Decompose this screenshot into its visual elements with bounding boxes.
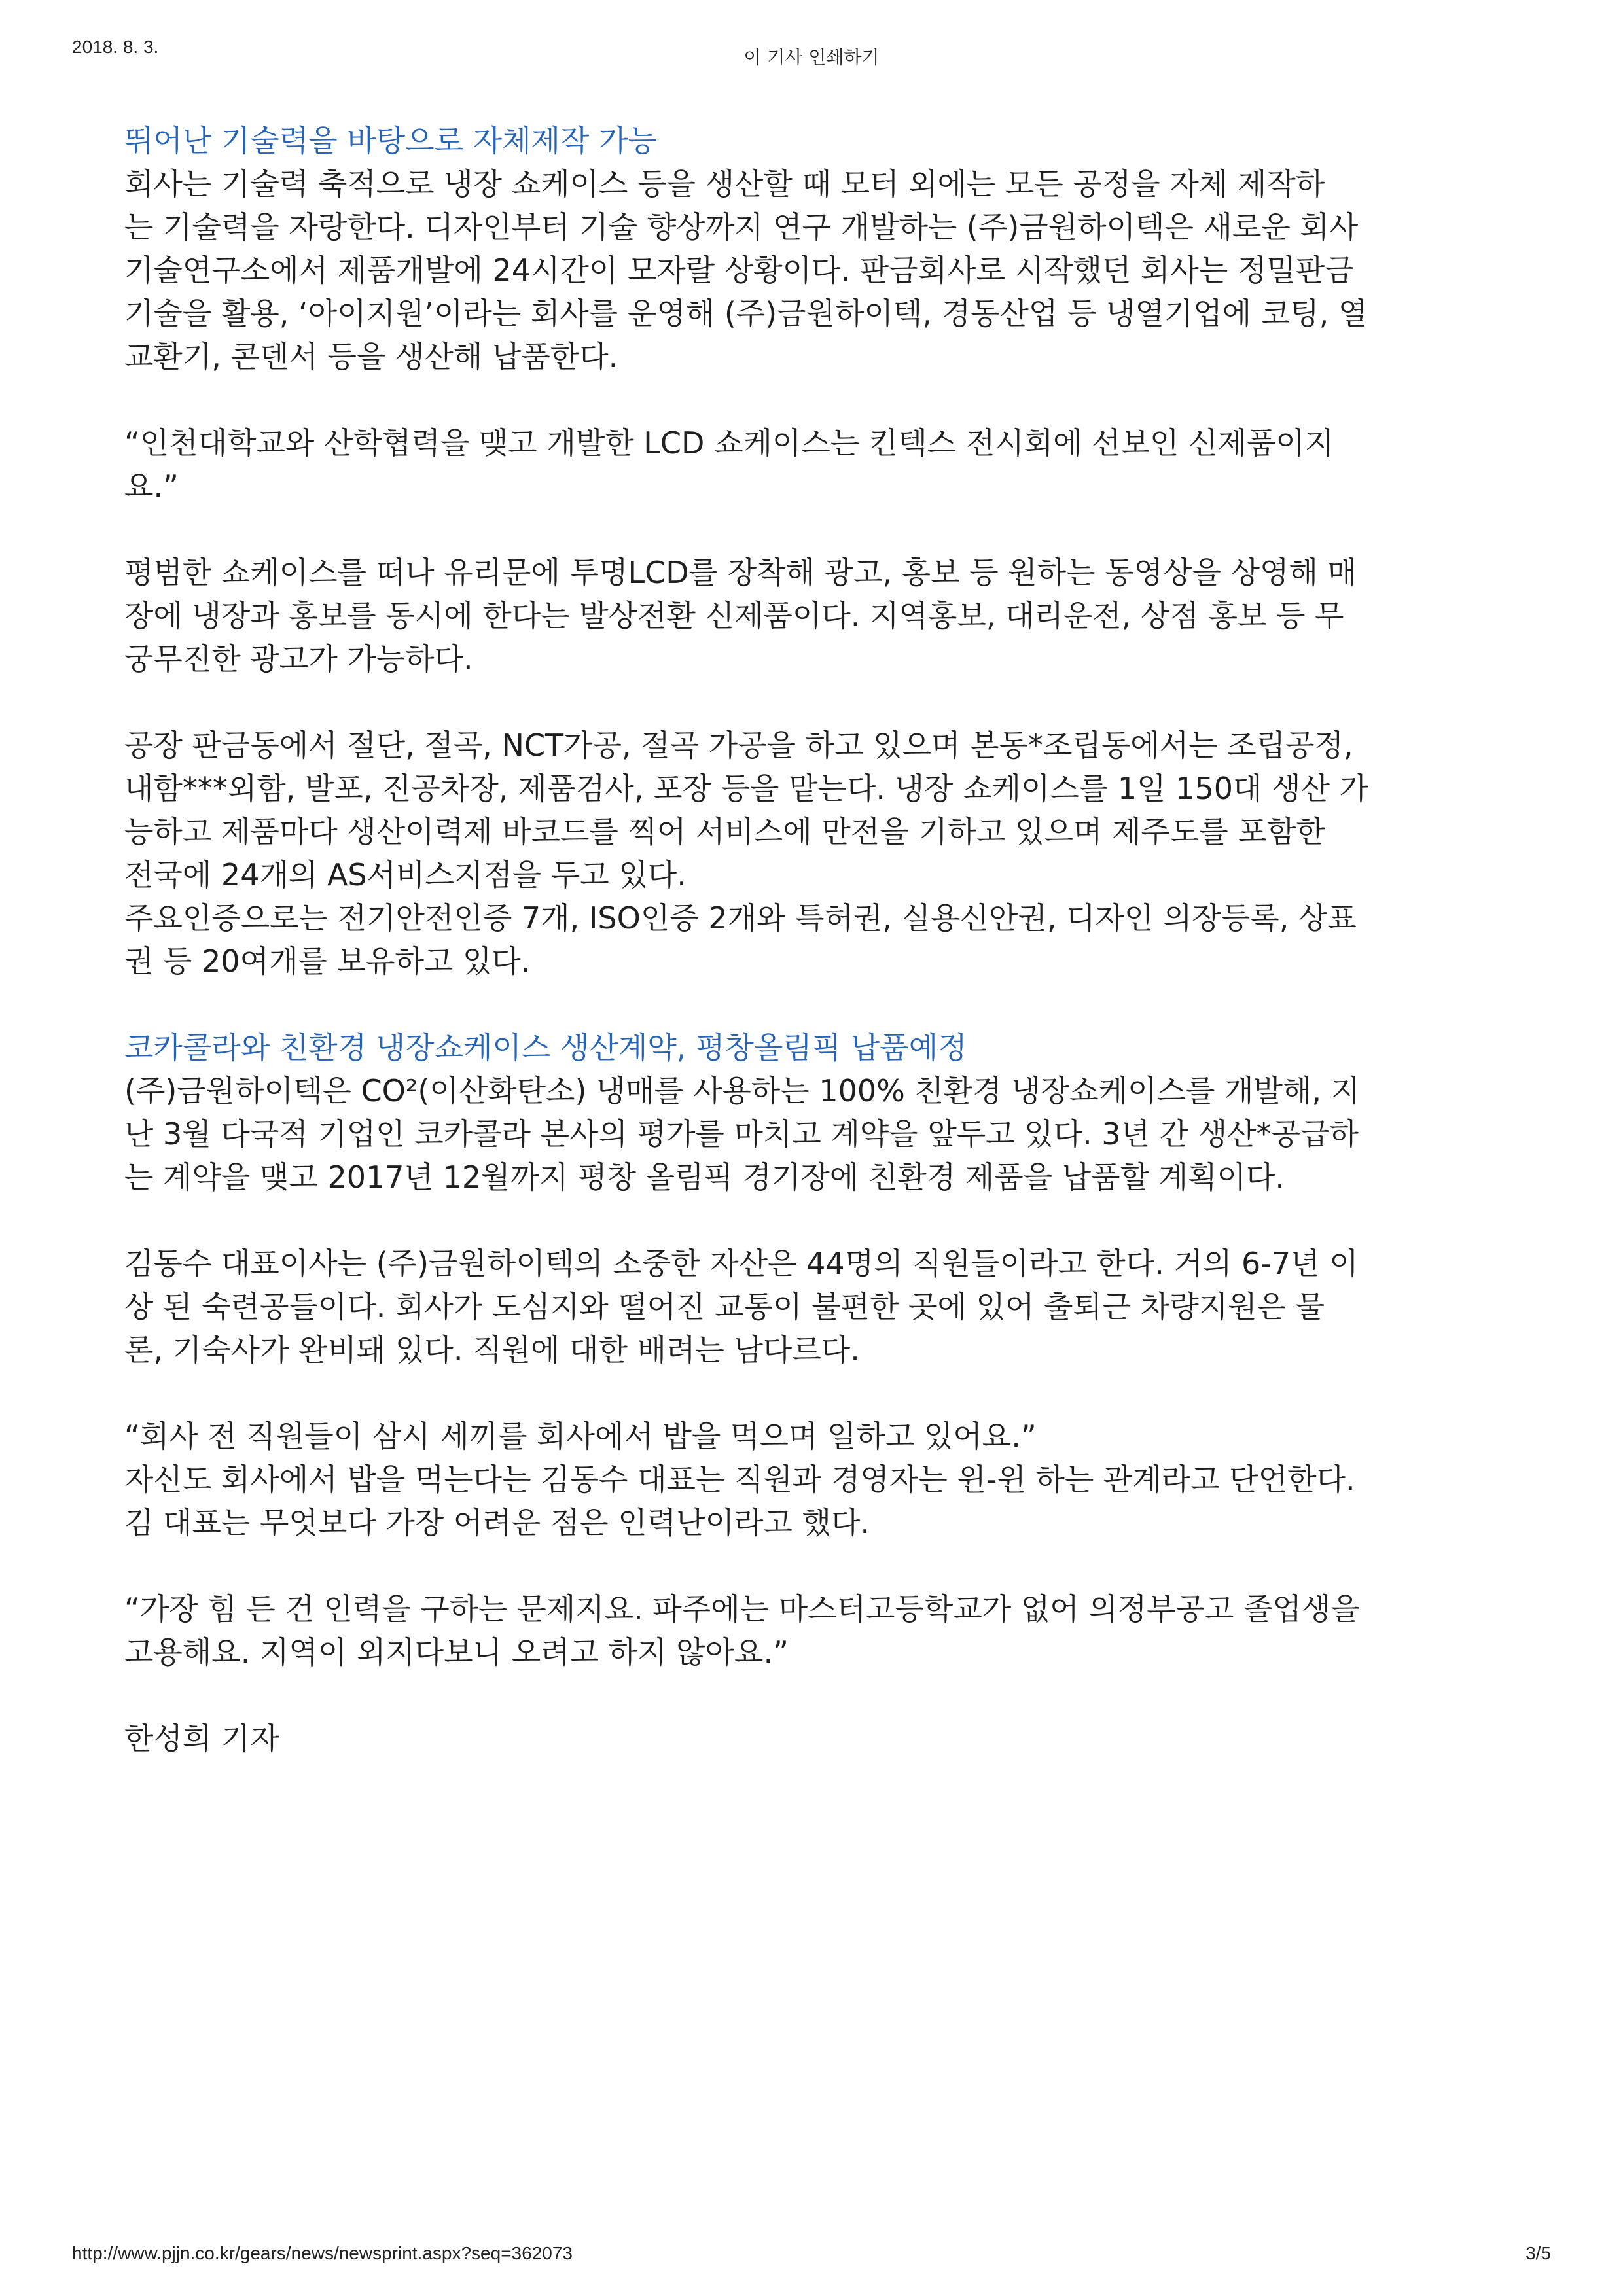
article-paragraph: 평범한 쇼케이스를 떠나 유리문에 투명LCD를 장착해 광고, 홍보 등 원하는 동영상을 상영해 매 장에 냉장과 홍보를 동시에 한다는 발상전환 신제품이다. 지역홍보, 대리운전, 상점 홍보 등 무 궁무진한 광고가 가능하다. [124, 555, 1357, 677]
article-paragraph: 자신도 회사에서 밥을 먹는다는 김동수 대표는 직원과 경영자는 윈-윈 하는 관계라고 단언한다. 김 대표는 무엇보다 가장 어려운 점은 인력난이라고 했다. [124, 1462, 1355, 1540]
article-paragraph: “인천대학교와 산학협력을 맺고 개발한 LCD 쇼케이스는 킨텍스 전시회에 선보인 신제품이지 요.” [124, 425, 1334, 504]
article-paragraph: 김동수 대표이사는 (주)금원하이텍의 소중한 자산은 44명의 직원들이라고 한다. 거의 6-7년 이 상 된 숙련공들이다. 회사가 도심지와 떨어진 교통이 불편한 곳에 있어 출퇴근 차량지원은 물 론, 기숙사가 완비돼 있다. 직원에 대한 배려는 남다르다. [124, 1246, 1359, 1368]
print-title: 이 기사 인쇄하기 [743, 46, 880, 68]
article-paragraph: 주요인증으로는 전기안전인증 7개, ISO인증 2개와 특허권, 실용신안권, 디자인 의장등록, 상표 권 등 20여개를 보유하고 있다. [124, 900, 1357, 979]
reporter-byline: 한성희 기자 [124, 1721, 279, 1756]
print-url: http://www.pjjn.co.kr/gears/news/newsprint.aspx?seq=362073 [72, 2243, 573, 2263]
article-body [124, 119, 1512, 1803]
print-date: 2018. 8. 3. [72, 37, 159, 57]
article-paragraph: “가장 힘 든 건 인력을 구하는 문제지요. 파주에는 마스터고등학교가 없어 의정부공고 졸업생을 고용해요. 지역이 외지다보니 오려고 하지 않아요.” [124, 1591, 1360, 1670]
article-paragraph: 회사는 기술력 축적으로 냉장 쇼케이스 등을 생산할 때 모터 외에는 모든 공정을 자체 제작하 는 기술력을 자랑한다. 디자인부터 기술 향상까지 연구 개발하는 (주)금원하이텍은 새로운 회사 기술연구소에서 제품개발에 24시간이 모자랄 상황이다. 판금회사로 시작했던 회사는 정밀판금 기술을 활용, ‘아이지원’이라는 회사를 운영해 (주)금원하이텍, 경동산업 등 냉열기업에 코팅, 열 교환기, 콘덴서 등을 생산해 납품한다. [124, 166, 1368, 374]
article-paragraph: 공장 판금동에서 절단, 절곡, NCT가공, 절곡 가공을 하고 있으며 본동*조립동에서는 조립공정, 내함***외함, 발포, 진공차장, 제품검사, 포장 등을 맡는다. 냉장 쇼케이스를 1일 150대 생산 가 능하고 제품마다 생산이력제 바코드를 찍어 서비스에 만전을 기하고 있으며 제주도를 포함한 전국에 24개의 AS서비스지점을 두고 있다. [124, 728, 1369, 892]
article-paragraph: “회사 전 직원들이 삼시 세끼를 회사에서 밥을 먹으며 일하고 있어요.” [124, 1419, 1037, 1454]
section-subhead: 코카콜라와 친환경 냉장쇼케이스 생산계약, 평창올림픽 납품예정 [124, 1030, 967, 1065]
page-number: 3/5 [1525, 2243, 1551, 2263]
article-paragraph: (주)금원하이텍은 CO²(이산화탄소) 냉매를 사용하는 100% 친환경 냉장쇼케이스를 개발해, 지 난 3월 다국적 기업인 코카콜라 본사의 평가를 마치고 계약을 앞두고 있다. 3년 간 생산*공급하 는 계약을 맺고 2017년 12월까지 평창 올림픽 경기장에 친환경 제품을 납품할 계획이다. [124, 1073, 1361, 1195]
section-subhead: 뛰어난 기술력을 바탕으로 자체제작 가능 [124, 123, 657, 158]
